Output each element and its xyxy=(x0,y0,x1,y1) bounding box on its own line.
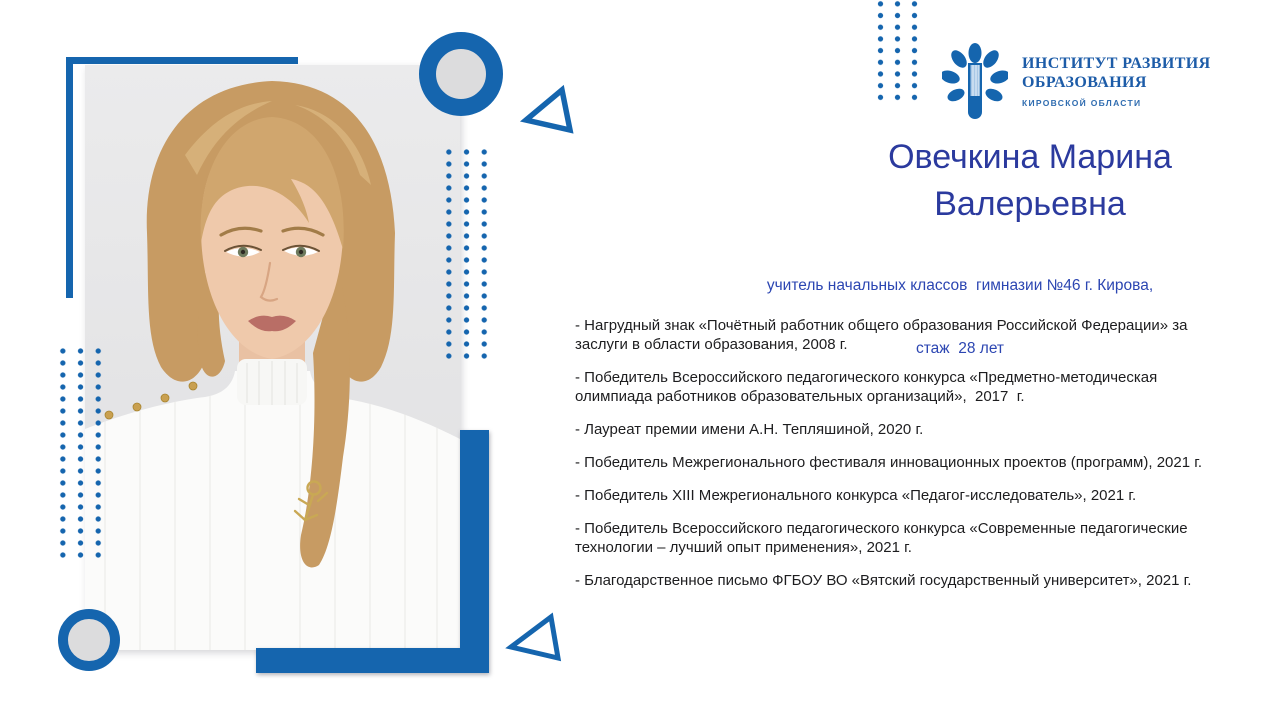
l-bar-shape xyxy=(256,430,489,673)
achievement-line: - Победитель Всероссийского педагогического конкурса «Современные педагогические xyxy=(575,520,1188,537)
achievement-line: - Победитель Всероссийского педагогического конкурса «Предметно-методическая xyxy=(575,369,1158,386)
org-logo xyxy=(942,40,1211,124)
achievement-line: - Победитель XIII Межрегионального конкурса «Педагог-исследователь», 2021 г. xyxy=(575,487,1137,504)
achievement-item xyxy=(575,571,1275,590)
achievement-line: заслуги в области образования, 2008 г. xyxy=(575,336,848,353)
achievement-item xyxy=(575,420,1275,439)
person-name xyxy=(785,134,1275,228)
achievement-line: - Благодарственное письмо ФГБОУ ВО «Вятский государственный университет», 2021 г. xyxy=(575,572,1192,589)
dots-grid xyxy=(440,146,493,362)
achievement-line: - Победитель Межрегионального фестиваля инновационных проектов (программ), 2021 г. xyxy=(575,454,1203,471)
org-name-line2: ОБРАЗОВАНИЯ xyxy=(1022,74,1147,91)
triangle-outline-icon xyxy=(503,608,567,668)
achievement-line: - Нагрудный знак «Почётный работник общего образования Российской Федерации» за xyxy=(575,317,1188,334)
org-logo-text xyxy=(1022,40,1211,108)
org-name-line1: ИНСТИТУТ РАЗВИТИЯ xyxy=(1022,55,1211,72)
ring-circle-icon xyxy=(419,32,503,116)
frame-corner-left-shape xyxy=(66,57,73,298)
org-region: КИРОВСКОЙ ОБЛАСТИ xyxy=(1022,98,1142,108)
achievement-line: - Лауреат премии имени А.Н. Тепляшиной, 2020 г. xyxy=(575,421,924,438)
ring-circle-icon xyxy=(58,609,120,671)
person-role-line2: стаж 28 лет xyxy=(915,340,1005,357)
achievements-list xyxy=(575,316,1275,604)
person-name-line1: Овечкина Марина xyxy=(888,138,1172,176)
achievement-item xyxy=(575,316,1275,354)
logo-flower-icon xyxy=(942,42,1008,124)
dots-grid xyxy=(54,345,107,561)
triangle-outline-icon xyxy=(516,80,578,140)
achievement-item xyxy=(575,368,1275,406)
frame-corner-top-shape xyxy=(66,57,298,64)
achievement-line: олимпиада работников образовательных организаций», 2017 г. xyxy=(575,388,1025,405)
achievement-item xyxy=(575,453,1275,472)
achievement-line: технологии – лучший опыт применения», 2021 г. xyxy=(575,539,912,556)
achievement-item xyxy=(575,486,1275,505)
achievement-item xyxy=(575,519,1275,557)
person-name-line2: Валерьевна xyxy=(934,185,1126,223)
person-role-line1: учитель начальных классов гимназии №46 г. Кирова, xyxy=(766,277,1154,294)
dots-grid xyxy=(872,0,924,104)
